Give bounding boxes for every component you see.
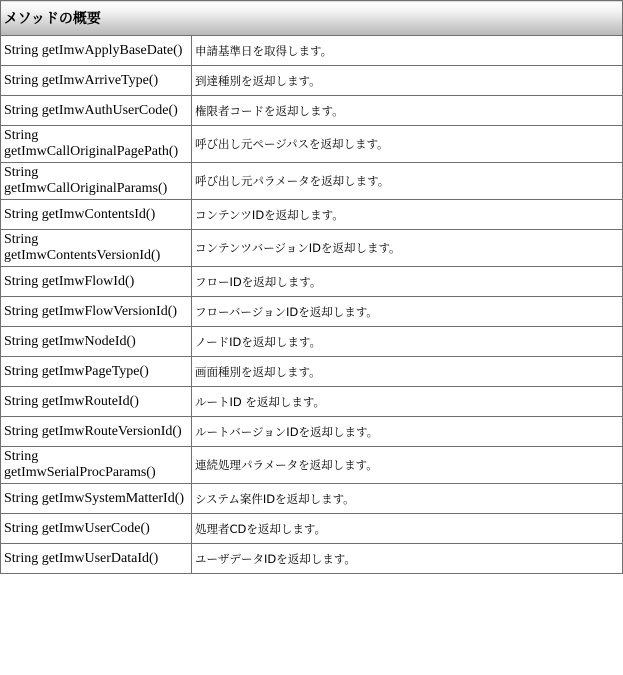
method-description: 処理者CDを返却します。 <box>192 514 623 544</box>
method-row <box>1 417 623 447</box>
method-signature[interactable]: String getImwCallOriginalParams() <box>1 163 192 200</box>
method-row <box>1 387 623 417</box>
method-row <box>1 200 623 230</box>
method-signature[interactable]: String getImwNodeId() <box>1 327 192 357</box>
method-signature[interactable]: String getImwFlowVersionId() <box>1 297 192 327</box>
method-signature[interactable]: String getImwApplyBaseDate() <box>1 36 192 66</box>
method-signature[interactable]: String getImwAuthUserCode() <box>1 96 192 126</box>
method-row <box>1 514 623 544</box>
method-signature[interactable]: String getImwSerialProcParams() <box>1 447 192 484</box>
method-description: フローバージョンIDを返却します。 <box>192 297 623 327</box>
method-signature[interactable]: String getImwArriveType() <box>1 66 192 96</box>
method-description: 権限者コードを返却します。 <box>192 96 623 126</box>
method-row <box>1 66 623 96</box>
method-row <box>1 267 623 297</box>
section-title: メソッドの概要 <box>1 1 623 36</box>
method-row <box>1 357 623 387</box>
method-row <box>1 297 623 327</box>
method-row <box>1 327 623 357</box>
method-description: コンテンツバージョンIDを返却します。 <box>192 230 623 267</box>
method-row <box>1 544 623 574</box>
method-rows <box>1 36 623 574</box>
method-description: フローIDを返却します。 <box>192 267 623 297</box>
method-signature[interactable]: String getImwUserCode() <box>1 514 192 544</box>
method-signature[interactable]: String getImwRouteId() <box>1 387 192 417</box>
method-description: 到達種別を返却します。 <box>192 66 623 96</box>
method-signature[interactable]: String getImwSystemMatterId() <box>1 484 192 514</box>
method-row <box>1 126 623 163</box>
method-description: ユーザデータIDを返却します。 <box>192 544 623 574</box>
method-description: 呼び出し元ページパスを返却します。 <box>192 126 623 163</box>
method-row <box>1 36 623 66</box>
method-row <box>1 230 623 267</box>
method-description: ノードIDを返却します。 <box>192 327 623 357</box>
method-row <box>1 447 623 484</box>
method-description: 連続処理パラメータを返却します。 <box>192 447 623 484</box>
method-row <box>1 96 623 126</box>
method-description: 画面種別を返却します。 <box>192 357 623 387</box>
method-signature[interactable]: String getImwRouteVersionId() <box>1 417 192 447</box>
method-signature[interactable]: String getImwContentsId() <box>1 200 192 230</box>
method-signature[interactable]: String getImwFlowId() <box>1 267 192 297</box>
method-description: 呼び出し元パラメータを返却します。 <box>192 163 623 200</box>
method-signature[interactable]: String getImwContentsVersionId() <box>1 230 192 267</box>
method-description: 申請基準日を取得します。 <box>192 36 623 66</box>
method-description: コンテンツIDを返却します。 <box>192 200 623 230</box>
method-description: ルートID を返却します。 <box>192 387 623 417</box>
method-row <box>1 484 623 514</box>
method-description: システム案件IDを返却します。 <box>192 484 623 514</box>
method-signature[interactable]: String getImwUserDataId() <box>1 544 192 574</box>
method-signature[interactable]: String getImwCallOriginalPagePath() <box>1 126 192 163</box>
method-description: ルートバージョンIDを返却します。 <box>192 417 623 447</box>
method-summary-header-row <box>1 1 623 36</box>
method-row <box>1 163 623 200</box>
method-signature[interactable]: String getImwPageType() <box>1 357 192 387</box>
